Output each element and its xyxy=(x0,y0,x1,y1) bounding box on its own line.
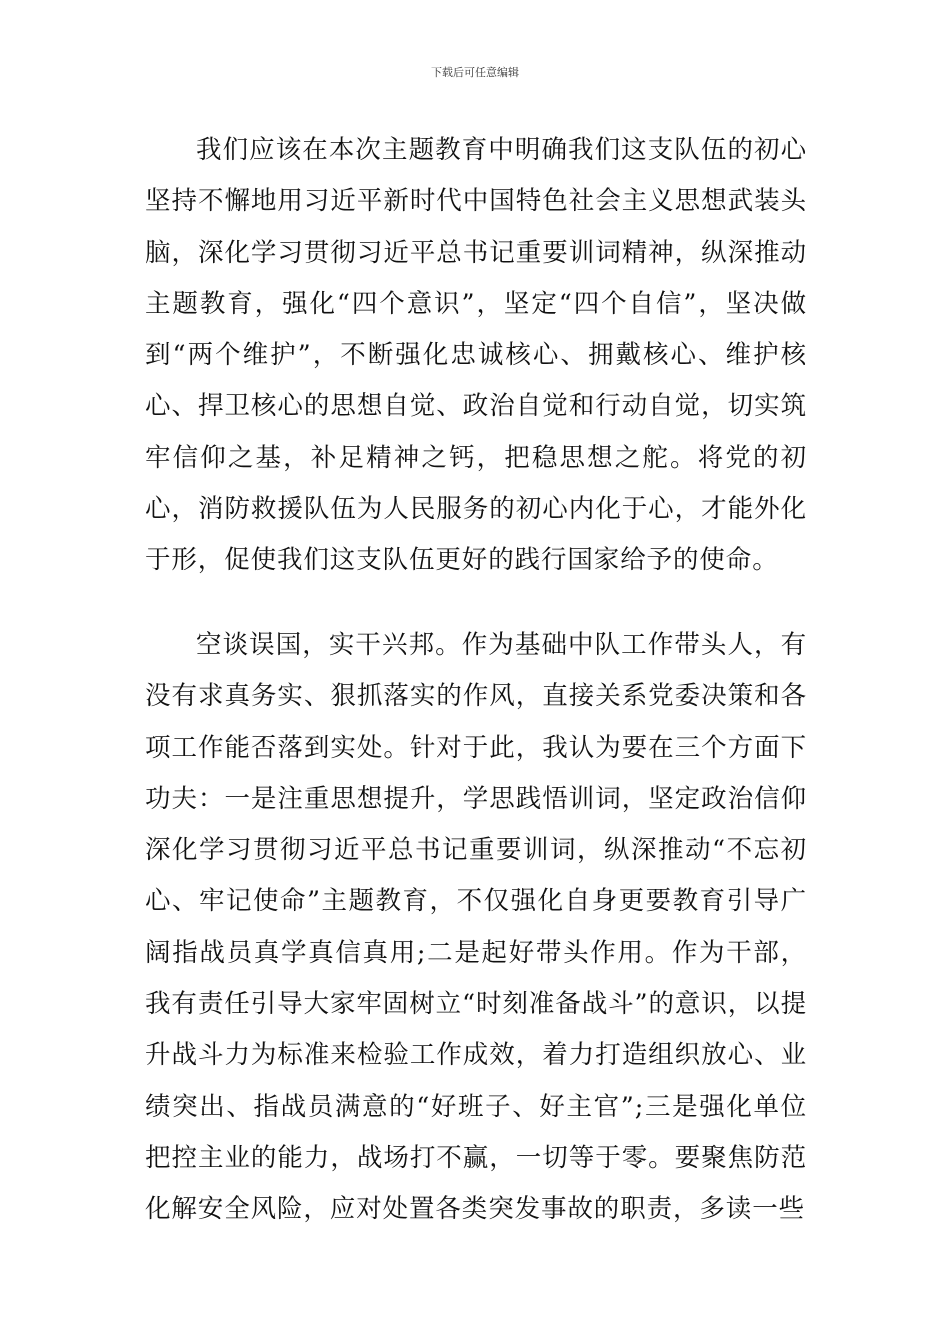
header-note: 下载后可任意编辑 xyxy=(431,66,519,79)
paragraph-2: 空谈误国，实干兴邦。作为基础中队工作带头人，有没有求真务实、狠抓落实的作风，直接关系党委决策和各项工作能否落到实处。针对于此，我认为要在三个方面下功夫：一是注重思想提升，学思践悟训词，坚定政治信仰深化学习贯彻习近平总书记重要训词，纵深推动“不忘初心、牢记使命”主题教育，不仅强化自身更要教育引导广阔指战员真学真信真用;二是起好带头作用。作为干部，我有责任引导大家牢固树立“时刻准备战斗”的意识，以提升战斗力为标准来检验工作成效，着力打造组织放心、业绩突出、指战员满意的“好班子、好主官”;三是强化单位把控主业的能力，战场打不赢，一切等于零。要聚焦防范化解安全风险，应对处置各类突发事故的职责，多读一些 xyxy=(145,630,807,1225)
paragraph-1: 我们应该在本次主题教育中明确我们这支队伍的初心坚持不懈地用习近平新时代中国特色社会主义思想武装头脑，深化学习贯彻习近平总书记重要训词精神，纵深推动主题教育，强化“四个意识”，坚定“四个自信”，坚决做到“两个维护”，不断强化忠诚核心、拥戴核心、维护核心、捍卫核心的思想自觉、政治自觉和行动自觉，切实筑牢信仰之基，补足精神之钙，把稳思想之舵。将党的初心，消防救援队伍为人民服务的初心内化于心，才能外化于形，促使我们这支队伍更好的践行国家给予的使命。 xyxy=(145,135,807,576)
